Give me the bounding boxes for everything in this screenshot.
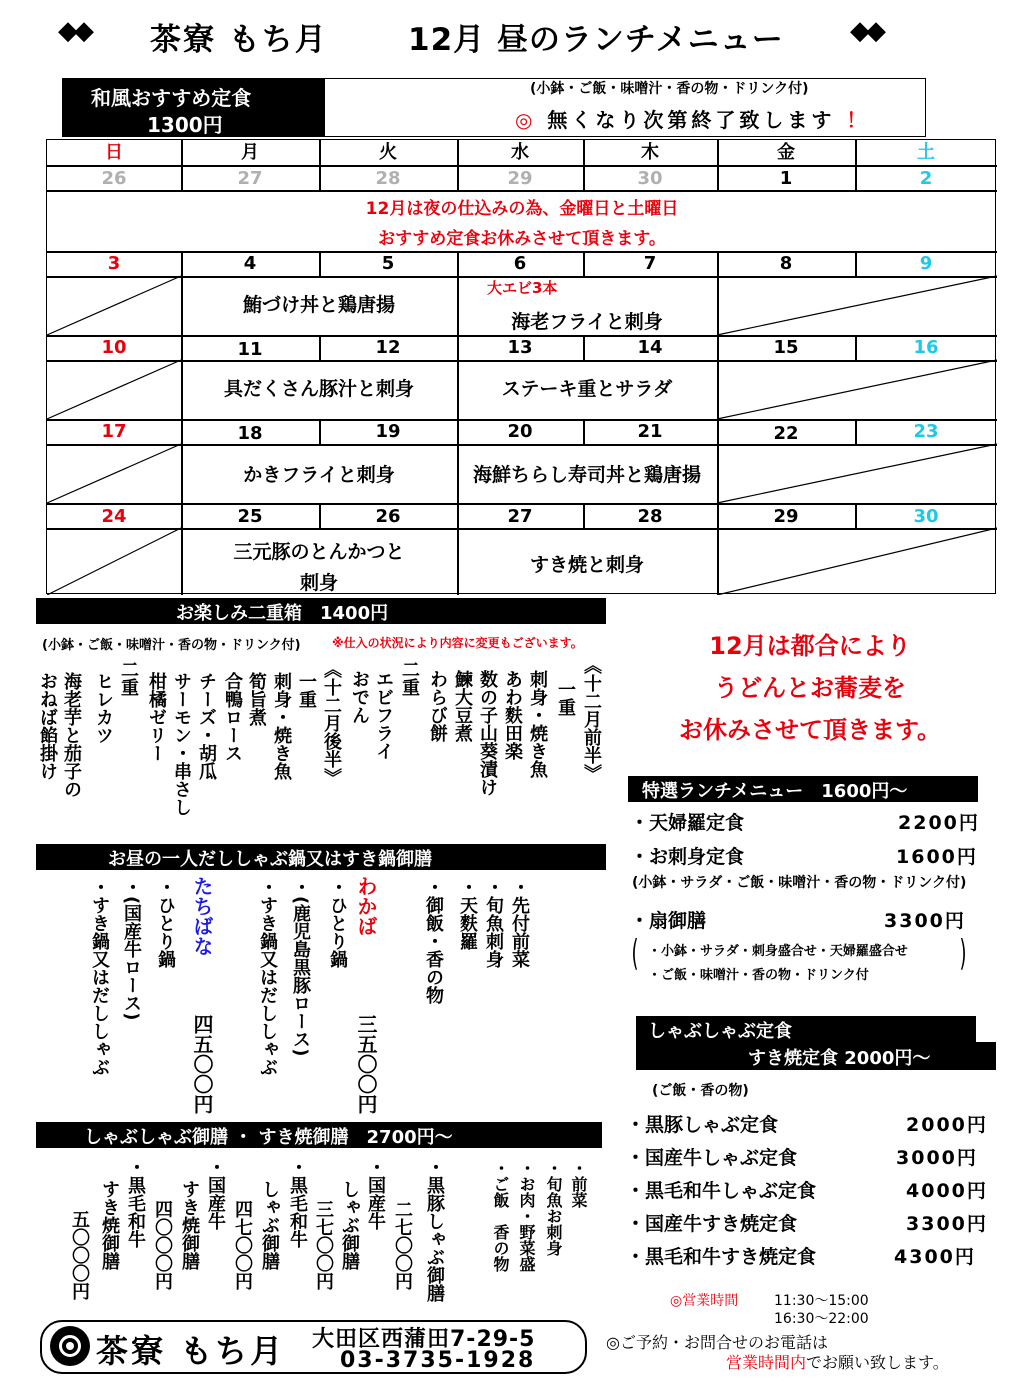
set-price: 1300円 [147,113,223,137]
date-cell: 27 [237,168,263,189]
date-cell: 27 [507,506,533,527]
bracket-right: ) [959,933,967,974]
date-cell: 1 [779,168,793,189]
date-cell: 29 [773,506,799,527]
dish-week4-b: すき焼と刺身 [529,554,644,576]
menu-item: ・国産牛しゃぶ定食 [626,1147,798,1169]
date-cell: 18 [237,423,263,444]
date-cell: 22 [773,423,799,444]
date-cell: 30 [637,168,663,189]
weekday-sun: 日 [105,142,123,163]
dish-week1-b-note: 大エビ3本 [487,279,558,297]
date-cell: 14 [637,337,663,358]
shabu-single-title-bar: お昼の一人だししゃぶ鍋又はすき鍋御膳 [36,844,606,870]
menu-price: 4300円 [894,1246,976,1268]
contact-line-1: ◎ご予約・お問合せのお電話は [606,1333,828,1352]
menu-item: ・黒毛和牛すき焼定食 [626,1246,817,1268]
date-cell: 7 [643,253,657,274]
date-cell: 20 [507,421,533,442]
double-circle-icon: ◎ [515,108,537,132]
date-cell: 10 [101,337,127,358]
date-cell: 28 [375,168,401,189]
date-cell: 5 [381,253,395,274]
page-title [0,6,1017,66]
menu-item: ・扇御膳 [630,910,707,932]
menu-subtitle: 12月 昼のランチメニュー [408,22,784,58]
date-cell: 24 [101,506,127,527]
date-cell: 11 [237,339,263,360]
set-header-label [63,79,325,137]
calendar-notice-2: おすすめ定食お休みさせて頂きます。 [378,229,666,249]
menu-price: 2000円 [906,1114,988,1136]
set-name: 和風おすすめ定食 [91,86,252,110]
menu-item: ・黒豚しゃぶ定食 [626,1114,779,1136]
hours-2: 16:30～22:00 [774,1311,869,1327]
menu-item: ・お刺身定食 [630,846,745,868]
udon-soba-notice: 12月は都合により うどんとお蕎麦を お休みさせて頂きます。 [678,632,942,744]
dish-week2-a: 具だくさん豚汁と刺身 [223,378,414,400]
set-includes: (小鉢・ご飯・味噌汁・香の物・ドリンク付) [530,81,809,97]
weekday-wed: 水 [511,142,529,163]
footer-address: 大田区西蒲田7-29-5 [312,1327,536,1352]
date-cell: 4 [243,253,257,274]
date-cell: 6 [513,253,527,274]
date-cell: 16 [913,337,939,358]
menu-price: 3300円 [906,1213,988,1235]
shop-crest-icon [50,1326,90,1366]
bracket-left: ( [631,933,639,974]
footer-phone: 03-3735-1928 [340,1348,536,1373]
contact-line-2: 営業時間内でお願い致します。 [726,1353,949,1372]
menu-item: ・天婦羅定食 [630,812,745,834]
menu-item-note: ・ご飯・味噌汁・香の物・ドリンク付 [648,968,869,983]
lunch-calendar [46,139,996,594]
diamond-icon: ◆◆ [850,16,882,46]
date-cell: 23 [913,421,939,442]
date-cell: 9 [919,253,933,274]
teishoku-includes: (ご飯・香の物) [652,1083,749,1099]
menu-item: ・黒毛和牛しゃぶ定食 [626,1180,817,1202]
date-cell: 8 [779,253,793,274]
date-cell: 13 [507,337,533,358]
diamond-icon: ◆◆ [58,16,90,46]
date-cell: 15 [773,337,799,358]
dish-week2-b: ステーキ重とサラダ [501,378,673,400]
menu-item: ・国産牛すき焼定食 [626,1213,798,1235]
dish-week1-b: 海老フライと刺身 [511,311,663,333]
date-cell: 12 [375,337,401,358]
footer-shop-name: 茶寮 もち月 [96,1332,286,1370]
weekday-sat: 土 [917,142,935,163]
dish-week1-a: 鮪づけ丼と鶏唐揚 [242,294,395,316]
date-cell: 28 [637,506,663,527]
date-cell: 30 [913,506,939,527]
shabu-gozen-title-bar: しゃぶしゃぶ御膳 ・ すき焼御膳 2700円～ [36,1122,602,1148]
weekday-thu: 木 [641,142,659,163]
menu-price: 3300円 [884,910,966,932]
nijuu-includes: (小鉢・ご飯・味噌汁・香の物・ドリンク付) [42,638,301,653]
sold-out-notice: ◎ 無くなり次第終了致します ！ [515,108,871,132]
menu-item-note: (小鉢・サラダ・ご飯・味噌汁・香の物・ドリンク付) [632,875,967,891]
calendar-notice-1: 12月は夜の仕込みの為、金曜日と土曜日 [365,199,679,219]
menu-price: 2200円 [898,812,980,834]
date-cell: 3 [107,253,121,274]
date-cell: 26 [375,506,401,527]
dish-week4-a-line2: 刺身 [299,572,338,594]
shabu-teishoku-title-bar: しゃぶしゃぶ定食 [636,1016,976,1042]
nijuu-note: ※仕入の状況により内容に変更もございます。 [332,636,583,650]
date-cell: 2 [919,168,933,189]
date-cell: 25 [237,506,263,527]
weekday-tue: 火 [379,142,397,163]
date-cell: 26 [101,168,127,189]
menu-price: 3000円 [896,1147,978,1169]
dish-week3-b: 海鮮ちらし寿司丼と鶏唐揚 [472,464,701,486]
hours-label: ◎営業時間 [670,1293,739,1309]
sukiyaki-teishoku-title-bar: すき焼定食 2000円～ [636,1042,996,1070]
dish-week3-a: かきフライと刺身 [243,464,395,486]
date-cell: 29 [507,168,533,189]
dish-week4-a-line1: 三元豚のとんかつと [233,541,405,563]
date-cell: 17 [101,421,127,442]
shop-name: 茶寮 もち月 [150,22,328,58]
hours-1: 11:30～15:00 [774,1293,869,1309]
date-cell: 19 [375,421,401,442]
weekday-fri: 金 [777,142,795,163]
date-cell: 21 [637,421,663,442]
menu-item-note: ・小鉢・サラダ・刺身盛合せ・天婦羅盛合せ [648,944,908,959]
weekday-mon: 月 [241,142,259,163]
menu-price: 1600円 [896,846,978,868]
menu-price: 4000円 [906,1180,988,1202]
nijuu-title-bar: お楽しみ二重箱 1400円 [36,598,606,624]
special-title-bar: 特選ランチメニュー 1600円～ [628,776,978,802]
